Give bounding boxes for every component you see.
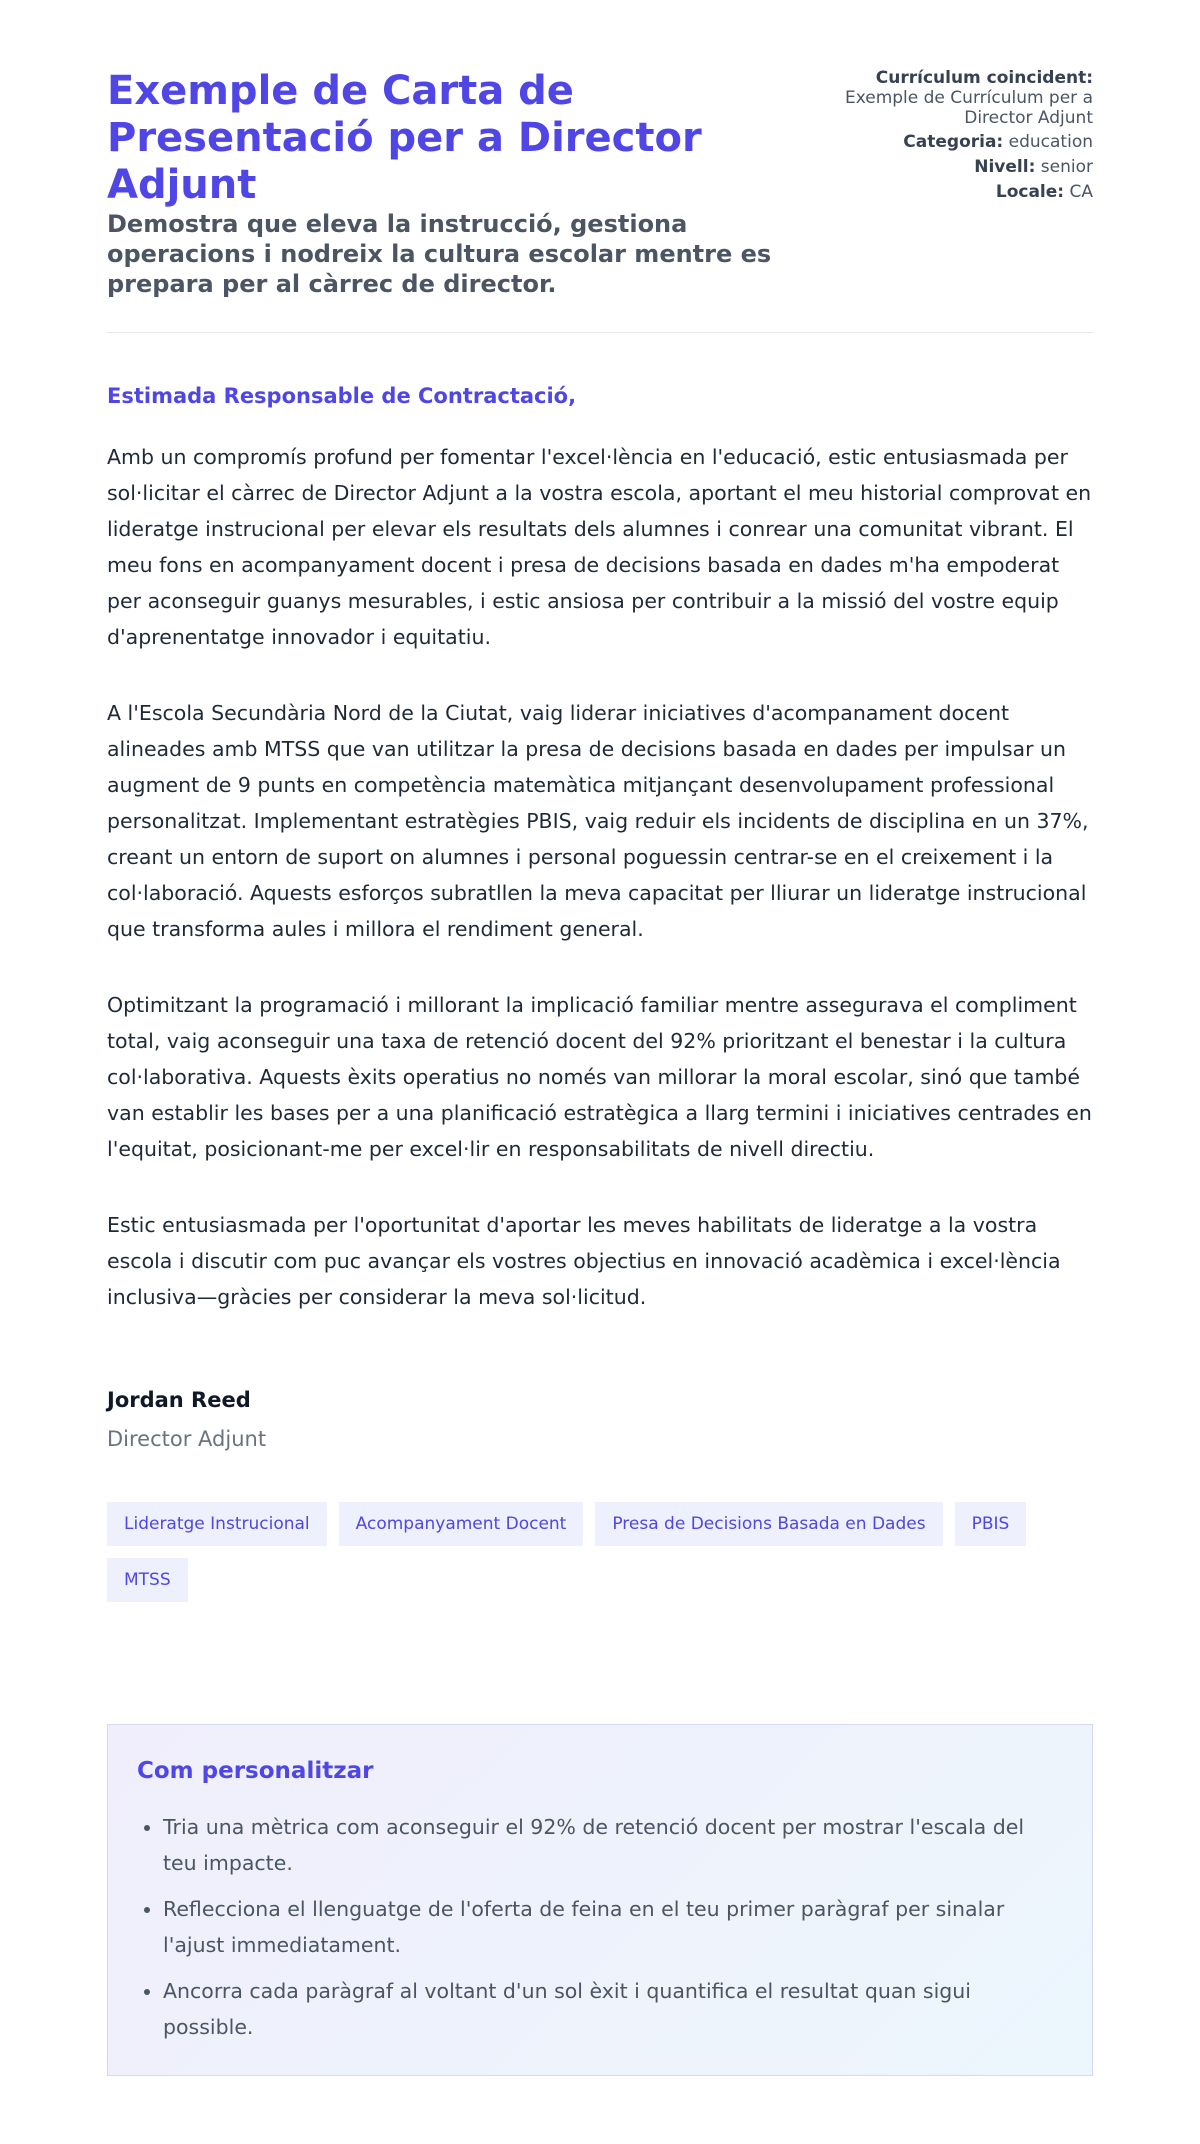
meta-level <box>833 157 1093 177</box>
tips-title: Com personalitzar <box>137 1758 374 1784</box>
tip-item: • Tria una mètrica com aconseguir el 92% de retenció docent per mostrar l'escala del teu impacte. <box>163 1809 1063 1881</box>
meta-level-value: senior <box>1040 157 1093 177</box>
salutation: Estimada Responsable de Contractació, <box>107 384 577 408</box>
meta-locale-value: CA <box>1069 182 1093 202</box>
metadata-panel <box>833 68 1093 207</box>
page-subtitle: Demostra que eleva la instrucció, gestiona operacions i nodreix la cultura escolar mentre es prepara per al càrrec de director. <box>107 210 772 298</box>
signature-role: Director Adjunt <box>107 1427 267 1451</box>
meta-category <box>833 132 1093 152</box>
skill-tag: Acompanyament Docent <box>339 1502 584 1546</box>
skill-tag: Lideratge Instrucional <box>107 1502 327 1546</box>
letter-paragraph: Estic entusiasmada per l'oportunitat d'aportar les meves habilitats de lideratge a la vostra escola i discutir com puc avançar els vostres objectius en innovació acadèmica i excel·lència inclusiva—gràcies per considerar la meva sol·licitud. <box>107 1213 1061 1309</box>
meta-resume <box>833 68 1093 128</box>
signature-name: Jordan Reed <box>107 1388 251 1412</box>
letter-paragraph: A l'Escola Secundària Nord de la Ciutat, vaig liderar iniciatives d'acompanament docent alineades amb MTSS que van utilitzar la presa de decisions basada en dades per impulsar un augment de 9 punts en competència matemàtica mitjançant desenvolupament professional personalitzat. Implementant estratègies PBIS, vaig reduir els incidents de disciplina en un 37%, creant un entorn de suport on alumnes i personal poguessin centrar-se en el creixement i la col·laboració. Aquests esforços subratllen la meva capacitat per lliurar un lideratge instrucional que transforma aules i millora el rendiment general. <box>107 701 1089 941</box>
tips-list <box>137 1809 1063 2045</box>
meta-resume-value: Exemple de Currículum per a Director Adjunt <box>844 88 1093 128</box>
customization-tips-box <box>107 1724 1093 2076</box>
page-header <box>107 68 1093 333</box>
skill-tag: Presa de Decisions Basada en Dades <box>595 1502 942 1546</box>
page-title: Exemple de Carta de Presentació per a Director Adjunt <box>107 68 702 208</box>
skill-tag: PBIS <box>955 1502 1027 1546</box>
meta-level-label: Nivell: <box>974 157 1036 177</box>
tip-item: • Ancorra cada paràgraf al voltant d'un sol èxit i quantifica el resultat quan sigui possible. <box>163 1973 1063 2045</box>
letter-paragraph: Amb un compromís profund per fomentar l'excel·lència en l'educació, estic entusiasmada per sol·licitar el càrrec de Director Adjunt a la vostra escola, aportant el meu historial comprovat en lideratge instrucional per elevar els resultats dels alumnes i conrear una comunitat vibrant. El meu fons en acompanyament docent i presa de decisions basada en dades m'ha empoderat per aconseguir guanys mesurables, i estic ansiosa per contribuir a la missió del vostre equip d'aprenentatge innovador i equitatiu. <box>107 445 1092 649</box>
meta-category-label: Categoria: <box>903 132 1004 152</box>
skill-tags <box>107 1502 1093 1602</box>
skill-tag: MTSS <box>107 1558 188 1602</box>
meta-category-value: education <box>1008 132 1093 152</box>
letter-body <box>107 383 1093 1452</box>
tip-item: • Reflecciona el llenguatge de l'oferta de feina en el teu primer paràgraf per sinalar l'ajust immediatament. <box>163 1891 1063 1963</box>
meta-locale-label: Locale: <box>995 182 1065 202</box>
letter-paragraph: Optimitzant la programació i millorant la implicació familiar mentre assegurava el compliment total, vaig aconseguir una taxa de retenció docent del 92% prioritzant el benestar i la cultura col·laborativa. Aquests èxits operatius no només van millorar la moral escolar, sinó que també van establir les bases per a una planificació estratègica a llarg termini i iniciatives centrades en l'equitat, posicionant-me per excel·lir en responsabilitats de nivell directiu. <box>107 993 1092 1161</box>
meta-locale <box>833 182 1093 202</box>
header-titles <box>107 68 827 299</box>
meta-resume-label: Currículum coincident: <box>875 68 1093 88</box>
